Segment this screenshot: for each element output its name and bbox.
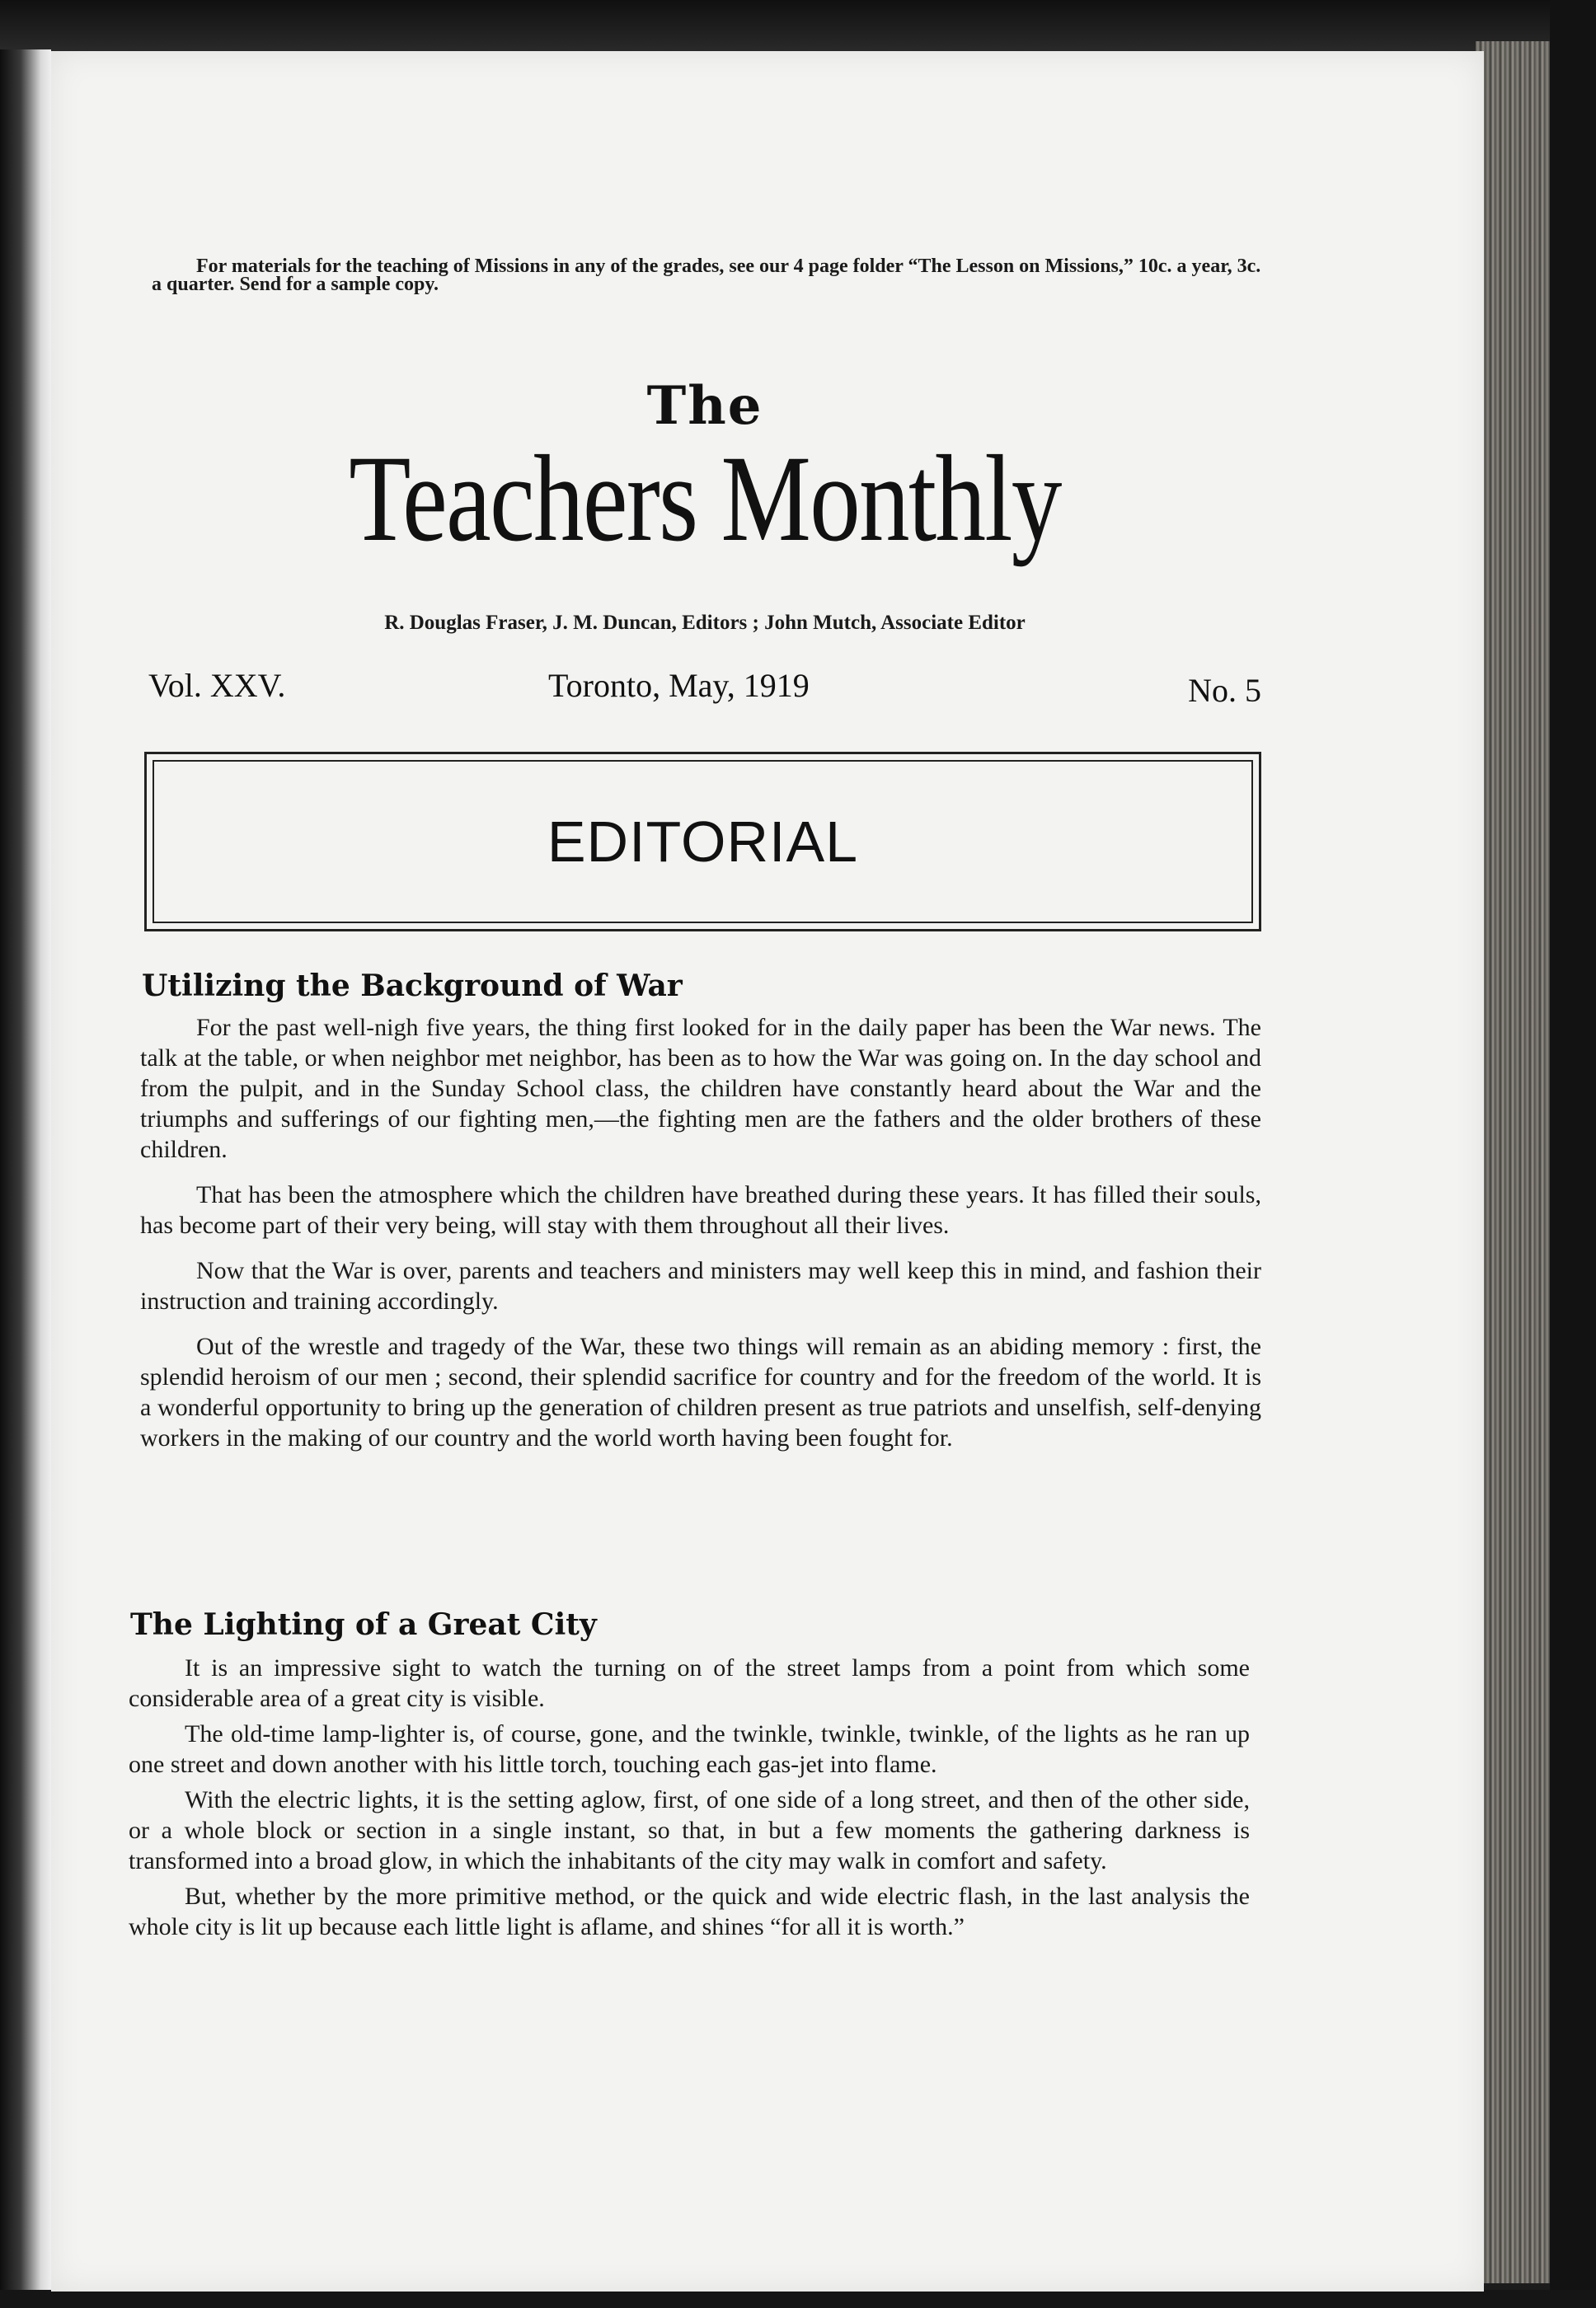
paragraph: It is an impressive sight to watch the turning on of the street lamps from a point from which some considerable area of a great city is visible. xyxy=(129,1654,1250,1712)
section-label: EDITORIAL xyxy=(547,809,859,874)
paragraph: The old-time lamp-lighter is, of course, gone, and the twinkle, twinkle, twinkle, of the lights as he ran up one street and down another with his little torch, touching each gas-jet into flame. xyxy=(129,1720,1250,1778)
editorial-banner xyxy=(144,752,1261,931)
paragraph: But, whether by the more primitive method, or the quick and wide electric flash, in the last analysis the whole city is lit up because each little light is aflame, and shines “for all it is worth.” xyxy=(129,1883,1250,1940)
scan-top-border xyxy=(0,0,1596,53)
paragraph: Now that the War is over, parents and teachers and ministers may well keep this in mind, and fashion their instruction and training accordingly. xyxy=(140,1257,1261,1315)
paragraph: Out of the wrestle and tragedy of the War, these two things will remain as an abiding memory : first, the splendid heroism of our men ; second, their splendid sacrifice for country and for the freedom of the world. It is a wonderful opportunity to bring up the generation of children present as true patriots and unselfish, self-denying workers in the making of our country and the world worth having been fought for. xyxy=(140,1333,1261,1452)
article-heading: The Lighting of a Great City xyxy=(130,1607,597,1642)
issue-line xyxy=(148,666,1261,715)
issue-number: No. 5 xyxy=(1188,672,1261,709)
masthead-the: The xyxy=(646,375,763,437)
paragraph: For the past well-nigh five years, the thing first looked for in the daily paper has been the War news. The talk at the table, or when neighbor met neighbor, has been as to how the War was going on. In the day school and from the pulpit, and in the Sunday School class, the children have constantly heard about the War and the triumphs and sufferings of our fighting men,—the fighting men are the fathers and the older brothers of these children. xyxy=(140,1014,1261,1163)
volume-number: Vol. XXV. xyxy=(148,667,286,704)
place-date: Toronto, May, 1919 xyxy=(548,667,810,704)
scan-right-border xyxy=(1550,0,1596,2308)
scan-bottom-border xyxy=(0,2290,1596,2308)
paragraph: With the electric lights, it is the setting aglow, first, of one side of a long street, and then of the other side, or a whole block or section in a single instant, so that, in but a few moments the gathering darkness is transformed into a broad glow, in which the inhabitants of the city may walk in comfort and safety. xyxy=(129,1786,1250,1874)
book-page-edges xyxy=(1476,41,1550,2283)
article-body xyxy=(140,1012,1261,1468)
editors-line: R. Douglas Fraser, J. M. Duncan, Editors ; John Mutch, Associate Editor xyxy=(384,612,1026,634)
article-heading: Utilizing the Background of War xyxy=(142,969,683,1003)
editorial-banner-inner xyxy=(153,760,1253,923)
article-body xyxy=(129,1653,1250,1947)
masthead-title: Teachers Monthly xyxy=(349,430,1061,567)
paragraph: That has been the atmosphere which the children have breathed during these years. It has filled their souls, has become part of their very being, will stay with them throughout all their lives. xyxy=(140,1181,1261,1239)
missions-notice: For materials for the teaching of Missions in any of the grades, see our 4 page folder “The Lesson on Missions,” 10c. a year, 3c. a quarter. Send for a sample copy. xyxy=(152,256,1261,295)
